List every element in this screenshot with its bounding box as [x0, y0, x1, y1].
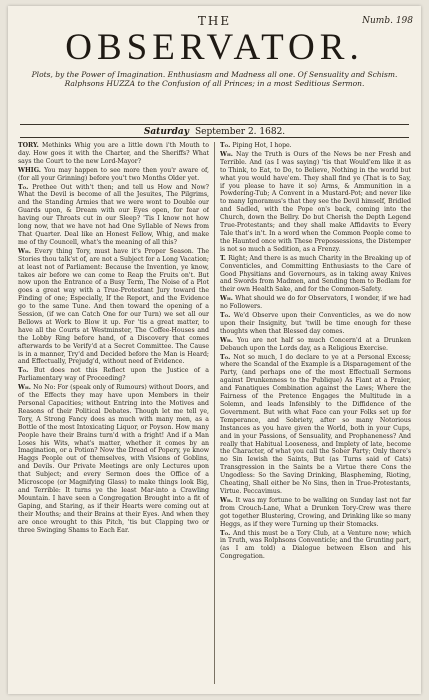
dialogue-paragraph: [18, 367, 209, 383]
speaker-label: To.: [220, 353, 234, 361]
dialogue-text: What should we do for Observators, I wonder, if we had no Followers.: [220, 295, 411, 311]
speaker-label: TORY.: [18, 142, 42, 149]
dialogue-text: Not so much, I do declare to ye at a Personal Excess; where the Scandal of the Example is a Disparagement of the Party, (and perhaps one of the most Effectuall Sermons against Drunkenness to the Publique) As Fiant at a Praier, and Fanatiques Combination against the Laws; Where the Fairness of the Pretence Engages the Multitude in a Solemn, and leads Infensibly to the Diffidence of the Government. But with what Face can your Folks set up for Temperance, and Sobriety, after so many Notorious Instances as you have given the World, both in your Cups, and in your Passions, of Sensuality, and Prophaneness? And really that Habitual Looseness, and Implety of late, become the Character, of what you call the Sober Party; Only there's no Sin Iewish the Saints, But (as Turns said of Cats) Transgression in the Saints be a Virtue there Cons the Ungodless: So the Saving Drinking, Blaspheming, Rioting, Cheating, Shall either be No Sins, then in True-Protestants, Virtue. Peccavimus.: [220, 353, 411, 495]
dialogue-paragraph: [18, 384, 209, 534]
dateline: [20, 127, 409, 137]
speaker-label: To.: [18, 367, 34, 375]
dialogue-paragraph: [220, 497, 411, 529]
issue-number: Numb. 198: [362, 16, 413, 26]
dialogue-paragraph: [18, 167, 209, 183]
speaker-label: T.: [220, 254, 229, 262]
dateline-date: September 2. 1682.: [194, 127, 286, 137]
dialogue-text: Right; And there is as much Charity in the Breaking up of Conventicles, and Committing Enthusiasts to the Care of Good Physitians and Governours, as in taking away Knives and Swords from Madmen, and Sending them to Bedlam for their own Health Sake, and for the Common-Safety.: [220, 254, 411, 294]
speaker-label: Wh.: [220, 336, 238, 344]
dialogue-paragraph: [220, 312, 411, 336]
speaker-label: Wh.: [220, 150, 237, 158]
dialogue-text: Every thing Tory, must have it's Proper Season. The Stories thou talk'st of, are not a Subject for a Long Vacation; at least not of Parliament: Because the Invention, ye know, takes air before we can come to Reap the Fruits on't. But now upon the Entrance of a Busy Term, The Noise of a Plot goes a great way with a True-Protestant Jury toward the Finding of one; Especially, If the Report, and the Evidence go to the same Tune. And then toward the opening of a Session, (if we can Catch One for our Turn) we set all our Bellows at Work to Blow it up. For 'tis a great matter, to have all the Courts at Westminster, The Coffee-Houses and the Lobby Ring before hand, of a Discovery that comes afterwards to be Verify'd at a Secret Committee. The Cause is in a manner, Try'd and Decided before the Man is Heard; and Effectually, Prejudg'd, without need of Evidence.: [18, 247, 209, 366]
dialogue-paragraph: [220, 151, 411, 254]
speaker-label: Wh.: [220, 295, 236, 303]
left-column: [18, 142, 209, 686]
newspaper-title: OBSERVATOR.: [65, 27, 364, 68]
speaker-label: To.: [220, 142, 233, 149]
dialogue-text: Methinks Whig you are a little down i'th Mouth to day. How goes it with the Charter, and the Sheriffs? What says the Court to the new Lord-Mayor?: [18, 142, 209, 165]
dialogue-paragraph: [220, 295, 411, 311]
dialogue-paragraph: [220, 255, 411, 295]
dateline-day: Saturday: [143, 127, 189, 137]
speaker-label: Wh.: [18, 384, 34, 392]
speaker-label: Wh.: [220, 496, 236, 504]
dialogue-paragraph: [18, 248, 209, 367]
dialogue-text: Piping Hot, I hope.: [232, 142, 292, 149]
right-column: [220, 142, 411, 686]
dialogue-text: And this must be a Tory Club, at a Venture now; which in Truth, was Rolphsons Conventicle; and the Grunting part, (as I am told) a Dialogue between Elson and his Congregation.: [220, 529, 411, 561]
bottom-rule: [20, 137, 409, 138]
dialogue-text: No No: For (speak only of Rumours) without Doors, and of the Effects they may have upon Members in their Personal Capacities; without Entring into the Motives and Reasons of their Political Debates. Though let me tell ye, Tory, A Strong Fancy does as much with many men, as a Bottle of the most Intoxicating Liquor, or Poyson. How many People have their Brains turn'd with a fright! And if a Man Loses his Wits, what's matter, whether it comes by an Imagination, or a Potion? Now the Dread of Popery, ye know Haggs People out of themselves, with Visions of Goblins, and Devils. Our Private Meetings are only Lectures upon that Subject; and every Sermon does the Office of a Microscope (or Magnifying Glass) to make things look Big, and Terrible: It turns ye the least Mar-into a Crawling Mountain. I have seen a Congregation Brought into a fit of Gaping, and Staring, as if their Hearts were coming out at their Mouths; and their Brains at their Eyes. And when they are once wrought to this Pitch, 'tis but Clapping two or three Swinging Shams to Each Ear.: [18, 384, 209, 534]
dialogue-text: But does not this Reflect upon the Justice of a Parliamentary way of Proceeding?: [18, 367, 209, 383]
dialogue-paragraph: [220, 530, 411, 562]
dialogue-paragraph: [18, 142, 209, 166]
dialogue-paragraph: [18, 184, 209, 247]
speaker-label: To.: [220, 529, 234, 537]
dialogue-text: We'd Observe upon their Conventicles, as we do now upon their Insignity, but 'twill be time enough for these thoughts when that Blessed day comes.: [220, 312, 411, 335]
dialogue-text: You are not half so much Concern'd at a Drunken Debauch upon the Lords day, as a Religious Exercise.: [220, 336, 411, 352]
speaker-label: WHIG.: [18, 166, 45, 174]
dialogue-paragraph: [220, 142, 411, 150]
newspaper-page: [8, 6, 421, 694]
speaker-label: To.: [220, 312, 234, 320]
dialogue-text: You may happen to see more then you'r aware of, (for all your Grinning) before you't two Months Older yet.: [18, 166, 209, 182]
dialogue-paragraph: [220, 354, 411, 496]
dialogue-text: Nay the Truth is Ours of the News be ner Fresh and Terrible. And (as I was saying) 'tis that Would'em like it as to Think, to Eat, to Do, to Believe, Nothing in the world but what you would have'em. They shall find ye (That is to Say, if you please to have it so) Arms, & Ammunition in a Powdering-Tub; A Convent in a Mustard-Pot; and never like to many Ignoramus's that they see the Devil himself, Bridled and Sadled, with the Pope on's back, coming into the Church, down the Bellry. Do but Cherish the Depth Legend True-Protestants; and they shall make Affidavits to Every Tale that's in't. In a word when the Common People come to the Haunted once with These Prepossessions, the Distemper is not so much a Sedition, as a Frenzy.: [220, 150, 411, 253]
top-rule: [20, 124, 409, 125]
speaker-label: Wh.: [18, 247, 35, 255]
dialogue-text: Prethee Out with't then; and tell us How and Now? What the Devil is become of all the Jesuites, The Pilgrims, and the Standing Armies that we were wont to Double our Guards upon, & Dream with our Eyes open, for fear of having our Throats cut in our Sleep? 'Tis I know not how long now, that we have not had One Syllable of News from That Quarter. Deal like an Honest Fellow, Whig, and make me of thy Councell, what's the meaning of all this?: [18, 183, 209, 246]
column-divider: [214, 142, 215, 684]
subtitle: Plots, by the Power of Imagination. Enthusiasm and Madness all one. Of Sensuality and Schism. Ralphsons HUZZA to the Confusion of all Princes; in a most Seditious Sermon.: [31, 70, 398, 88]
speaker-label: To.: [18, 183, 33, 191]
masthead: [8, 14, 421, 92]
masthead-the: THE: [197, 14, 232, 28]
dialogue-text: It was my fortune to be walking on Sunday last not far from Crouch-Lane, What a Drunken Tory-Crew was there got together Blustering, Crowing, and Drinking like so many Heggs, as if they were Turning up their Stomacks.: [220, 496, 411, 528]
dialogue-paragraph: [220, 337, 411, 353]
